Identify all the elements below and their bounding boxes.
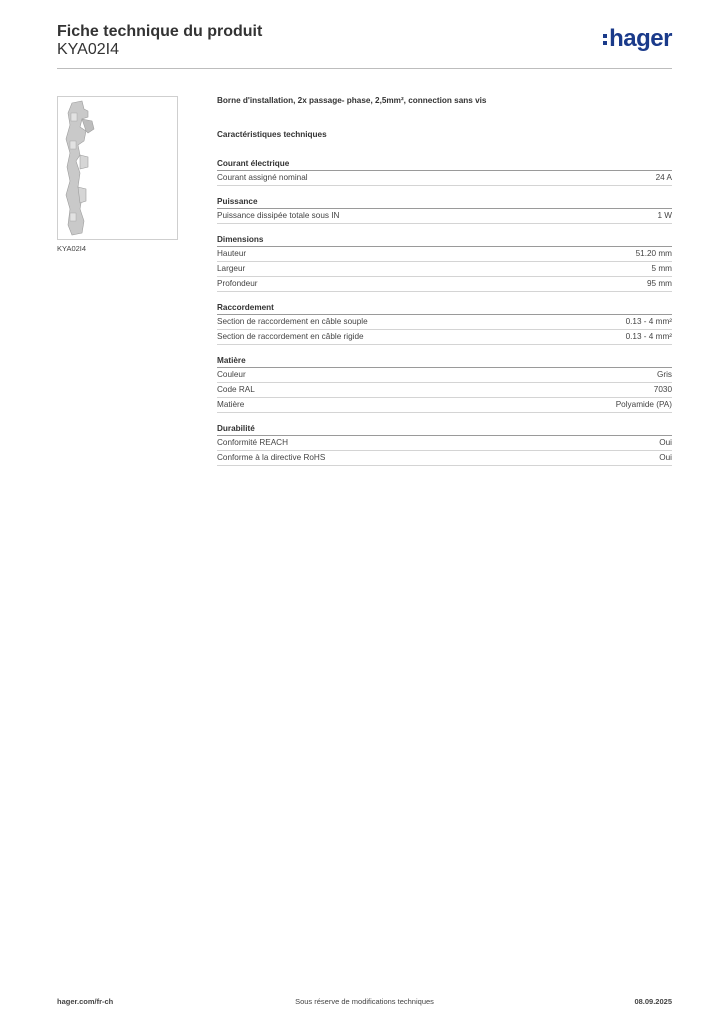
footer-website: hager.com/fr-ch	[57, 997, 114, 1006]
spec-value: Polyamide (PA)	[615, 400, 672, 409]
page-footer	[57, 997, 672, 1011]
footer-notice: Sous réserve de modifications techniques	[295, 997, 434, 1006]
spec-content	[217, 96, 672, 466]
spec-row	[217, 330, 672, 345]
spec-value: 0.13 - 4 mm²	[625, 317, 672, 326]
document-title: Fiche technique du produit	[57, 23, 263, 40]
section-title: Puissance	[217, 196, 672, 209]
spec-label: Profondeur	[217, 279, 258, 288]
spec-label: Conforme à la directive RoHS	[217, 453, 326, 462]
product-description: Borne d'installation, 2x passage- phase, 2,5mm², connection sans vis	[217, 96, 487, 105]
spec-row	[217, 368, 672, 383]
spec-label: Matière	[217, 400, 245, 409]
spec-value: 51.20 mm	[635, 249, 672, 258]
spec-row	[217, 247, 672, 262]
spec-value: 24 A	[655, 173, 672, 182]
spec-section	[217, 196, 672, 224]
spec-row	[217, 398, 672, 413]
image-caption: KYA02I4	[57, 244, 87, 253]
spec-label: Couleur	[217, 370, 246, 379]
section-title: Durabilité	[217, 423, 672, 436]
spec-row	[217, 262, 672, 277]
spec-label: Code RAL	[217, 385, 255, 394]
header-divider	[57, 68, 672, 69]
spec-value: Oui	[659, 453, 672, 462]
section-title: Matière	[217, 355, 672, 368]
logo-dots-icon	[603, 34, 607, 45]
section-title: Raccordement	[217, 302, 672, 315]
spec-section	[217, 355, 672, 413]
terminal-block-icon	[58, 97, 177, 239]
spec-row	[217, 383, 672, 398]
spec-label: Largeur	[217, 264, 246, 273]
spec-row	[217, 436, 672, 451]
spec-section	[217, 423, 672, 466]
hager-logo	[603, 27, 672, 51]
logo-text: hager	[609, 25, 672, 52]
spec-value: 5 mm	[651, 264, 672, 273]
spec-value: Oui	[659, 438, 672, 447]
spec-label: Section de raccordement en câble souple	[217, 317, 368, 326]
spec-row	[217, 451, 672, 466]
spec-row	[217, 315, 672, 330]
spec-section	[217, 234, 672, 292]
spec-label: Hauteur	[217, 249, 247, 258]
product-reference: KYA02I4	[57, 41, 119, 58]
spec-label: Puissance dissipée totale sous IN	[217, 211, 340, 220]
spec-section	[217, 302, 672, 345]
section-title: Courant électrique	[217, 158, 672, 171]
section-title: Dimensions	[217, 234, 672, 247]
spec-row	[217, 171, 672, 186]
product-image	[57, 96, 178, 240]
spec-value: 1 W	[657, 211, 672, 220]
spec-label: Courant assigné nominal	[217, 173, 308, 182]
spec-value: Gris	[656, 370, 672, 379]
spec-row	[217, 209, 672, 224]
spec-row	[217, 277, 672, 292]
spec-heading: Caractéristiques techniques	[217, 130, 327, 139]
spec-section	[217, 158, 672, 186]
footer-date: 08.09.2025	[634, 997, 672, 1006]
spec-label: Conformité REACH	[217, 438, 288, 447]
spec-value: 0.13 - 4 mm²	[625, 332, 672, 341]
spec-label: Section de raccordement en câble rigide	[217, 332, 364, 341]
spec-value: 95 mm	[646, 279, 672, 288]
spec-value: 7030	[653, 385, 672, 394]
page-header	[57, 22, 672, 68]
